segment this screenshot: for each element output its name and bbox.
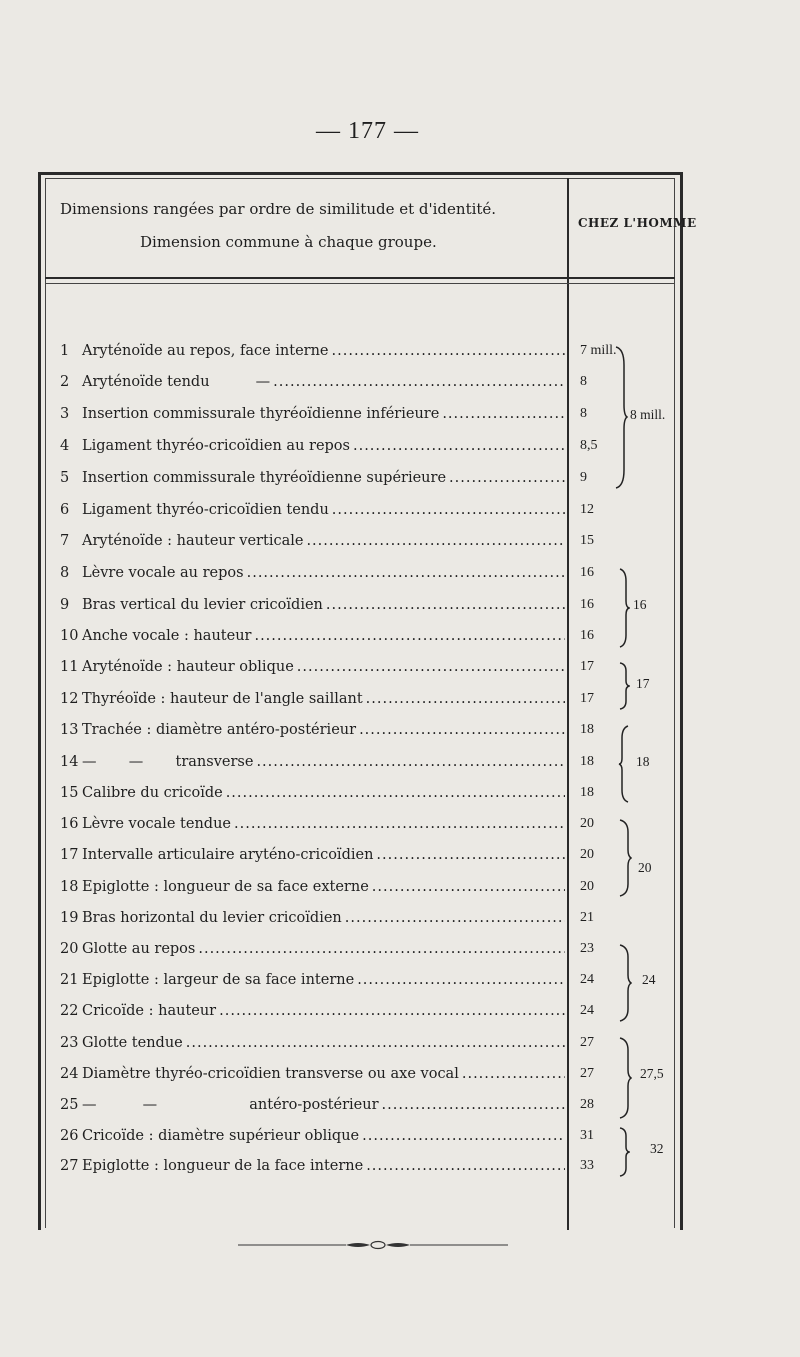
table-row (60, 470, 565, 492)
row-number: 12 (60, 691, 79, 707)
row-value: 8,5 (580, 438, 598, 453)
leader-dots (353, 438, 565, 454)
leader-dots (226, 785, 565, 801)
row-value: 17 (580, 691, 594, 706)
row-value: 16 (580, 628, 594, 643)
group-brace (618, 724, 632, 804)
row-number: 14 (60, 754, 79, 770)
row-label: Anche vocale : hauteur (82, 628, 252, 644)
header-title-line2: Dimension commune à chaque groupe. (140, 233, 437, 251)
table-row (60, 691, 565, 713)
leader-dots (198, 941, 565, 957)
leader-dots (449, 470, 565, 486)
leader-dots (462, 1066, 565, 1082)
header-title-line1: Dimensions rangées par ordre de similitude et d'identité. (60, 200, 497, 218)
row-value: 16 (580, 597, 594, 612)
row-number: 22 (60, 1003, 79, 1019)
group-brace (618, 818, 632, 898)
row-value: 9 (580, 470, 587, 485)
leader-dots (219, 1003, 565, 1019)
row-label: Glotte tendue (82, 1035, 183, 1051)
group-label: 8 mill. (630, 407, 666, 422)
group-brace (618, 661, 630, 711)
row-value: 28 (580, 1097, 594, 1112)
leader-dots (332, 343, 565, 359)
row-label: Bras horizontal du levier cricoïdien (82, 910, 342, 926)
row-label: Aryténoïde tendu — (82, 374, 271, 390)
frame-top-inner (45, 178, 675, 179)
row-label: Epiglotte : largeur de sa face interne (82, 972, 355, 988)
row-label: — — transverse (82, 754, 254, 770)
row-label: Glotte au repos (82, 941, 196, 957)
table-row (60, 972, 565, 994)
row-number: 21 (60, 972, 79, 988)
table-row (60, 597, 565, 619)
row-number: 6 (60, 502, 70, 518)
row-label: Lèvre vocale tendue (82, 816, 231, 832)
leader-dots (297, 659, 565, 675)
row-number: 10 (60, 628, 79, 644)
row-number: 16 (60, 816, 79, 832)
row-value: 31 (580, 1128, 594, 1143)
frame-inner-right (674, 178, 675, 1228)
group-label: 16 (633, 597, 647, 612)
row-value: 23 (580, 941, 594, 956)
frame-inner-left (45, 178, 46, 1228)
table-row (60, 1035, 565, 1057)
row-number: 11 (60, 659, 79, 675)
row-label: Intervalle articulaire aryténo-cricoïdien (82, 847, 374, 863)
row-label: Bras vertical du levier cricoïdien (82, 597, 323, 613)
row-number: 2 (60, 374, 70, 390)
column-head: CHEZ L'HOMME (578, 216, 697, 230)
leader-dots (234, 816, 565, 832)
row-number: 8 (60, 565, 70, 581)
row-number: 4 (60, 438, 70, 454)
row-value: 16 (580, 565, 594, 580)
table-row (60, 1128, 565, 1150)
row-label: Epiglotte : longueur de la face interne (82, 1158, 364, 1174)
table-row (60, 847, 565, 869)
row-label: Calibre du cricoïde (82, 785, 223, 801)
row-number: 18 (60, 879, 79, 895)
row-number: 24 (60, 1066, 79, 1082)
table-row (60, 406, 565, 428)
table-row (60, 438, 565, 460)
table-row (60, 785, 565, 807)
table-row (60, 374, 565, 396)
group-label: 20 (638, 860, 652, 875)
row-value: 33 (580, 1158, 594, 1173)
leader-dots (357, 972, 565, 988)
table-row (60, 816, 565, 838)
row-label: Aryténoïde : hauteur oblique (82, 659, 294, 675)
row-number: 23 (60, 1035, 79, 1051)
row-label: Cricoïde : hauteur (82, 1003, 217, 1019)
row-label: Insertion commissurale thyréoïdienne inférieure (82, 406, 440, 422)
group-brace (618, 1036, 632, 1120)
leader-dots (186, 1035, 565, 1051)
group-label: 24 (642, 972, 656, 987)
row-number: 9 (60, 597, 70, 613)
page-number: — 177 — (316, 118, 419, 144)
row-value: 12 (580, 502, 594, 517)
row-number: 26 (60, 1128, 79, 1144)
row-value: 20 (580, 847, 594, 862)
row-label: Ligament thyréo-cricoïdien au repos (82, 438, 350, 454)
leader-dots (376, 847, 565, 863)
column-separator (567, 178, 569, 1230)
row-number: 19 (60, 910, 79, 926)
table-row (60, 941, 565, 963)
leader-dots (382, 1097, 565, 1113)
row-number: 13 (60, 722, 79, 738)
row-number: 17 (60, 847, 79, 863)
row-value: 27 (580, 1066, 594, 1081)
leader-dots (372, 879, 565, 895)
row-value: 8 (580, 374, 587, 389)
header-rule (45, 277, 675, 279)
table-row (60, 502, 565, 524)
group-label: 17 (636, 676, 650, 691)
leader-dots (273, 374, 565, 390)
row-label: Insertion commissurale thyréoïdienne supérieure (82, 470, 447, 486)
group-label: 18 (636, 754, 650, 769)
leader-dots (254, 628, 565, 644)
row-value: 27 (580, 1035, 594, 1050)
row-number: 27 (60, 1158, 79, 1174)
row-label: Aryténoïde : hauteur verticale (82, 533, 304, 549)
table-row (60, 659, 565, 681)
row-label: Aryténoïde au repos, face interne (82, 343, 329, 359)
row-label: — — antéro-postérieur (82, 1097, 379, 1113)
row-value: 18 (580, 785, 594, 800)
row-label: Thyréoïde : hauteur de l'angle saillant (82, 691, 363, 707)
table-row (60, 722, 565, 744)
table-row (60, 879, 565, 901)
leader-dots (345, 910, 565, 926)
row-value: 18 (580, 722, 594, 737)
leader-dots (326, 597, 565, 613)
row-number: 3 (60, 406, 70, 422)
row-number: 25 (60, 1097, 79, 1113)
leader-dots (332, 502, 565, 518)
row-number: 15 (60, 785, 79, 801)
leader-dots (256, 754, 565, 770)
leader-dots (247, 565, 565, 581)
group-label: 32 (650, 1141, 664, 1156)
row-value: 24 (580, 1003, 594, 1018)
row-label: Diamètre thyréo-cricoïdien transverse ou axe vocal (82, 1066, 459, 1082)
table-row (60, 1158, 565, 1180)
row-label: Cricoïde : diamètre supérieur oblique (82, 1128, 360, 1144)
group-brace (618, 943, 632, 1023)
row-value: 21 (580, 910, 594, 925)
group-label: 27,5 (640, 1066, 664, 1081)
leader-dots (359, 722, 565, 738)
group-brace (614, 345, 628, 490)
table-row (60, 1066, 565, 1088)
row-value: 15 (580, 533, 594, 548)
table-row (60, 343, 565, 365)
leader-dots (366, 691, 565, 707)
row-label: Lèvre vocale au repos (82, 565, 244, 581)
table-row (60, 1003, 565, 1025)
table-row (60, 565, 565, 587)
row-value: 20 (580, 816, 594, 831)
leader-dots (366, 1158, 565, 1174)
header-rule-thin (45, 283, 675, 284)
table-row (60, 754, 565, 776)
table-row (60, 1097, 565, 1119)
row-label: Epiglotte : longueur de sa face externe (82, 879, 369, 895)
table-row (60, 533, 565, 555)
table-row (60, 628, 565, 650)
row-value: 7 mill. (580, 343, 617, 358)
group-brace (618, 567, 630, 649)
group-brace (618, 1126, 630, 1178)
row-label: Trachée : diamètre antéro-postérieur (82, 722, 357, 738)
row-number: 20 (60, 941, 79, 957)
row-number: 1 (60, 343, 70, 359)
ornament-rule (238, 1238, 508, 1252)
leader-dots (442, 406, 565, 422)
row-number: 5 (60, 470, 70, 486)
row-label: Ligament thyréo-cricoïdien tendu (82, 502, 329, 518)
leader-dots (362, 1128, 565, 1144)
table-row (60, 910, 565, 932)
row-number: 7 (60, 533, 70, 549)
row-value: 24 (580, 972, 594, 987)
leader-dots (306, 533, 565, 549)
row-value: 20 (580, 879, 594, 894)
row-value: 8 (580, 406, 587, 421)
row-value: 18 (580, 754, 594, 769)
row-value: 17 (580, 659, 594, 674)
